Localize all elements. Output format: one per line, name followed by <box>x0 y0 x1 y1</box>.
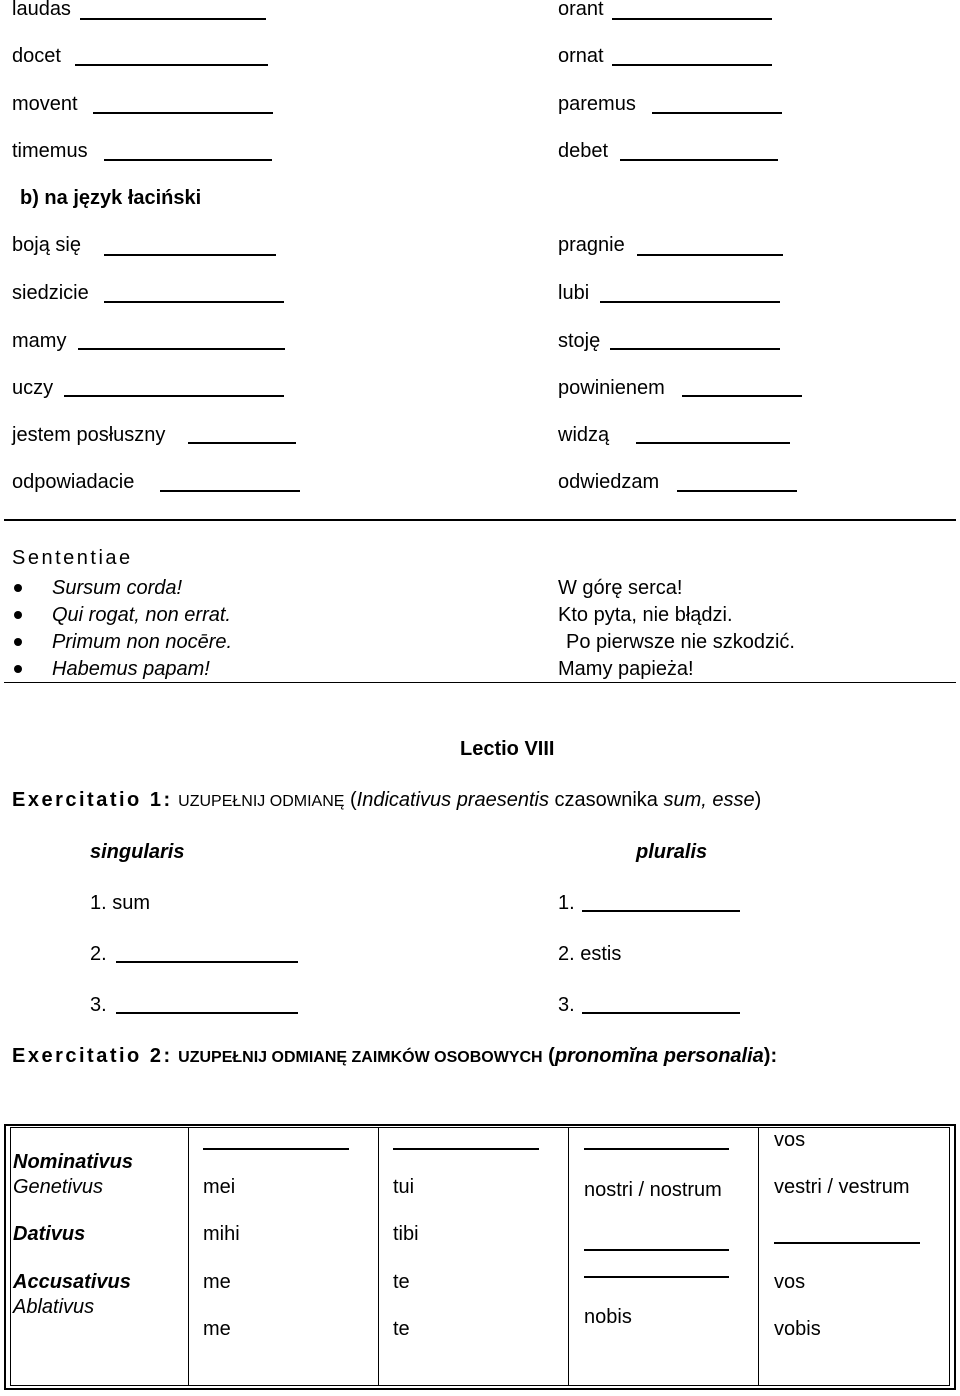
pronoun-table-inner-border <box>10 1127 950 1386</box>
answer-blank[interactable] <box>584 1148 729 1150</box>
section-divider <box>4 682 956 683</box>
case-nominativus: Nominativus <box>13 1151 134 1173</box>
paren: ( <box>349 789 357 811</box>
answer-blank[interactable] <box>393 1148 539 1150</box>
word-boja-sie: boją się <box>12 234 81 256</box>
answer-blank[interactable] <box>584 1276 729 1278</box>
pronoun-form: te <box>393 1318 410 1340</box>
pronoun-form: tui <box>393 1176 415 1198</box>
word-widza: widzą <box>558 424 610 446</box>
answer-blank[interactable] <box>612 18 772 20</box>
answer-blank[interactable] <box>600 301 780 303</box>
exercise-1-heading <box>12 788 761 814</box>
pronoun-form: me <box>203 1318 231 1340</box>
section-divider <box>4 519 956 521</box>
word-ornat: ornat <box>558 45 604 67</box>
answer-blank[interactable] <box>582 1012 740 1014</box>
answer-blank[interactable] <box>584 1249 729 1251</box>
instruction-text: czasownika <box>548 789 664 811</box>
word-pragnie: pragnie <box>558 234 625 256</box>
singularis-label: singularis <box>90 841 185 863</box>
word-movent: movent <box>12 93 78 115</box>
sentence-polish: Kto pyta, nie błądzi. <box>558 604 733 626</box>
word-laudas: laudas <box>12 0 71 20</box>
paren: ) <box>754 789 762 811</box>
plural-2: 2. estis <box>558 943 622 965</box>
answer-blank[interactable] <box>612 64 772 66</box>
pronoun-form: tibi <box>393 1223 419 1245</box>
answer-blank[interactable] <box>160 490 300 492</box>
sentence-latin: Primum non nocēre. <box>52 631 233 653</box>
pronoun-form: mei <box>203 1176 236 1198</box>
exercise-1-instruction: UZUPEŁNIJ ODMIANĘ <box>178 793 345 810</box>
word-stoje: stoję <box>558 330 601 352</box>
case-ablativus: Ablativus <box>13 1296 95 1318</box>
case-accusativus: Accusativus <box>13 1271 131 1293</box>
plural-3: 3. <box>558 994 575 1016</box>
column-divider <box>568 1127 569 1386</box>
answer-blank[interactable] <box>80 18 266 20</box>
lesson-title: Lectio VIII <box>460 738 555 760</box>
pronoun-form: vos <box>774 1129 806 1151</box>
pronoun-form: nobis <box>584 1306 632 1328</box>
answer-blank[interactable] <box>104 301 284 303</box>
answer-blank[interactable] <box>203 1148 349 1150</box>
answer-blank[interactable] <box>93 112 273 114</box>
paren: ): <box>763 1045 778 1067</box>
word-uczy: uczy <box>12 377 54 399</box>
singular-3: 3. <box>90 994 107 1016</box>
word-siedzicie: siedzicie <box>12 282 89 304</box>
pronoun-form: vos <box>774 1271 806 1293</box>
answer-blank[interactable] <box>116 1012 298 1014</box>
pronoun-form: me <box>203 1271 231 1293</box>
answer-blank[interactable] <box>677 490 797 492</box>
plural-1: 1. <box>558 892 575 914</box>
sentence-polish: W górę serca! <box>558 577 683 599</box>
bullet-icon <box>14 584 22 592</box>
singular-1: 1. sum <box>90 892 151 914</box>
pronoun-form: vobis <box>774 1318 821 1340</box>
word-docet: docet <box>12 45 61 67</box>
column-divider <box>188 1127 189 1386</box>
pronoun-form: nostri / nostrum <box>584 1179 722 1201</box>
word-mamy: mamy <box>12 330 67 352</box>
answer-blank[interactable] <box>652 112 782 114</box>
answer-blank[interactable] <box>78 348 285 350</box>
word-lubi: lubi <box>558 282 590 304</box>
paren: ( <box>548 1045 555 1067</box>
sentence-polish: Mamy papieża! <box>558 658 694 680</box>
pronoun-form: mihi <box>203 1223 240 1245</box>
answer-blank[interactable] <box>116 961 298 963</box>
exercise-1-label: Exercitatio 1: <box>12 789 173 811</box>
word-timemus: timemus <box>12 140 88 162</box>
word-odwiedzam: odwiedzam <box>558 471 660 493</box>
answer-blank[interactable] <box>104 254 276 256</box>
word-powinienem: powinienem <box>558 377 665 399</box>
exercise-b-heading: b) na język łaciński <box>20 187 202 209</box>
answer-blank[interactable] <box>637 254 783 256</box>
answer-blank[interactable] <box>636 442 790 444</box>
column-divider <box>758 1127 759 1386</box>
word-debet: debet <box>558 140 609 162</box>
exercise-2-heading <box>12 1044 777 1070</box>
bullet-icon <box>14 665 22 673</box>
answer-blank[interactable] <box>104 159 272 161</box>
answer-blank[interactable] <box>774 1242 920 1244</box>
exercise-2-instruction: UZUPEŁNIJ ODMIANĘ ZAIMKÓW OSOBOWYCH <box>178 1049 543 1066</box>
pronoun-form: vestri / vestrum <box>774 1176 910 1198</box>
sentence-latin: Sursum corda! <box>52 577 183 599</box>
bullet-icon <box>14 638 22 646</box>
answer-blank[interactable] <box>610 348 780 350</box>
answer-blank[interactable] <box>620 159 778 161</box>
word-orant: orant <box>558 0 604 20</box>
word-paremus: paremus <box>558 93 636 115</box>
exercise-2-label: Exercitatio 2: <box>12 1045 173 1067</box>
sentence-latin: Qui rogat, non errat. <box>52 604 231 626</box>
column-divider <box>378 1127 379 1386</box>
case-dativus: Dativus <box>13 1223 86 1245</box>
answer-blank[interactable] <box>75 64 268 66</box>
sententiae-heading: Sententiae <box>12 547 133 569</box>
answer-blank[interactable] <box>682 395 802 397</box>
singular-2: 2. <box>90 943 107 965</box>
answer-blank[interactable] <box>188 442 296 444</box>
word-odpowiadacie: odpowiadacie <box>12 471 135 493</box>
answer-blank[interactable] <box>64 395 284 397</box>
sentence-latin: Habemus papam! <box>52 658 210 680</box>
grammar-term: Indicativus praesentis <box>356 789 549 811</box>
case-genetivus: Genetivus <box>13 1176 104 1198</box>
sentence-polish: Po pierwsze nie szkodzić. <box>566 631 795 653</box>
pluralis-label: pluralis <box>636 841 708 863</box>
verb-name: sum, esse <box>663 789 755 811</box>
bullet-icon <box>14 611 22 619</box>
pronoun-form: te <box>393 1271 410 1293</box>
answer-blank[interactable] <box>582 910 740 912</box>
word-jestem-posluszny: jestem posłuszny <box>12 424 166 446</box>
grammar-term: pronomĭna personalia <box>554 1045 764 1067</box>
